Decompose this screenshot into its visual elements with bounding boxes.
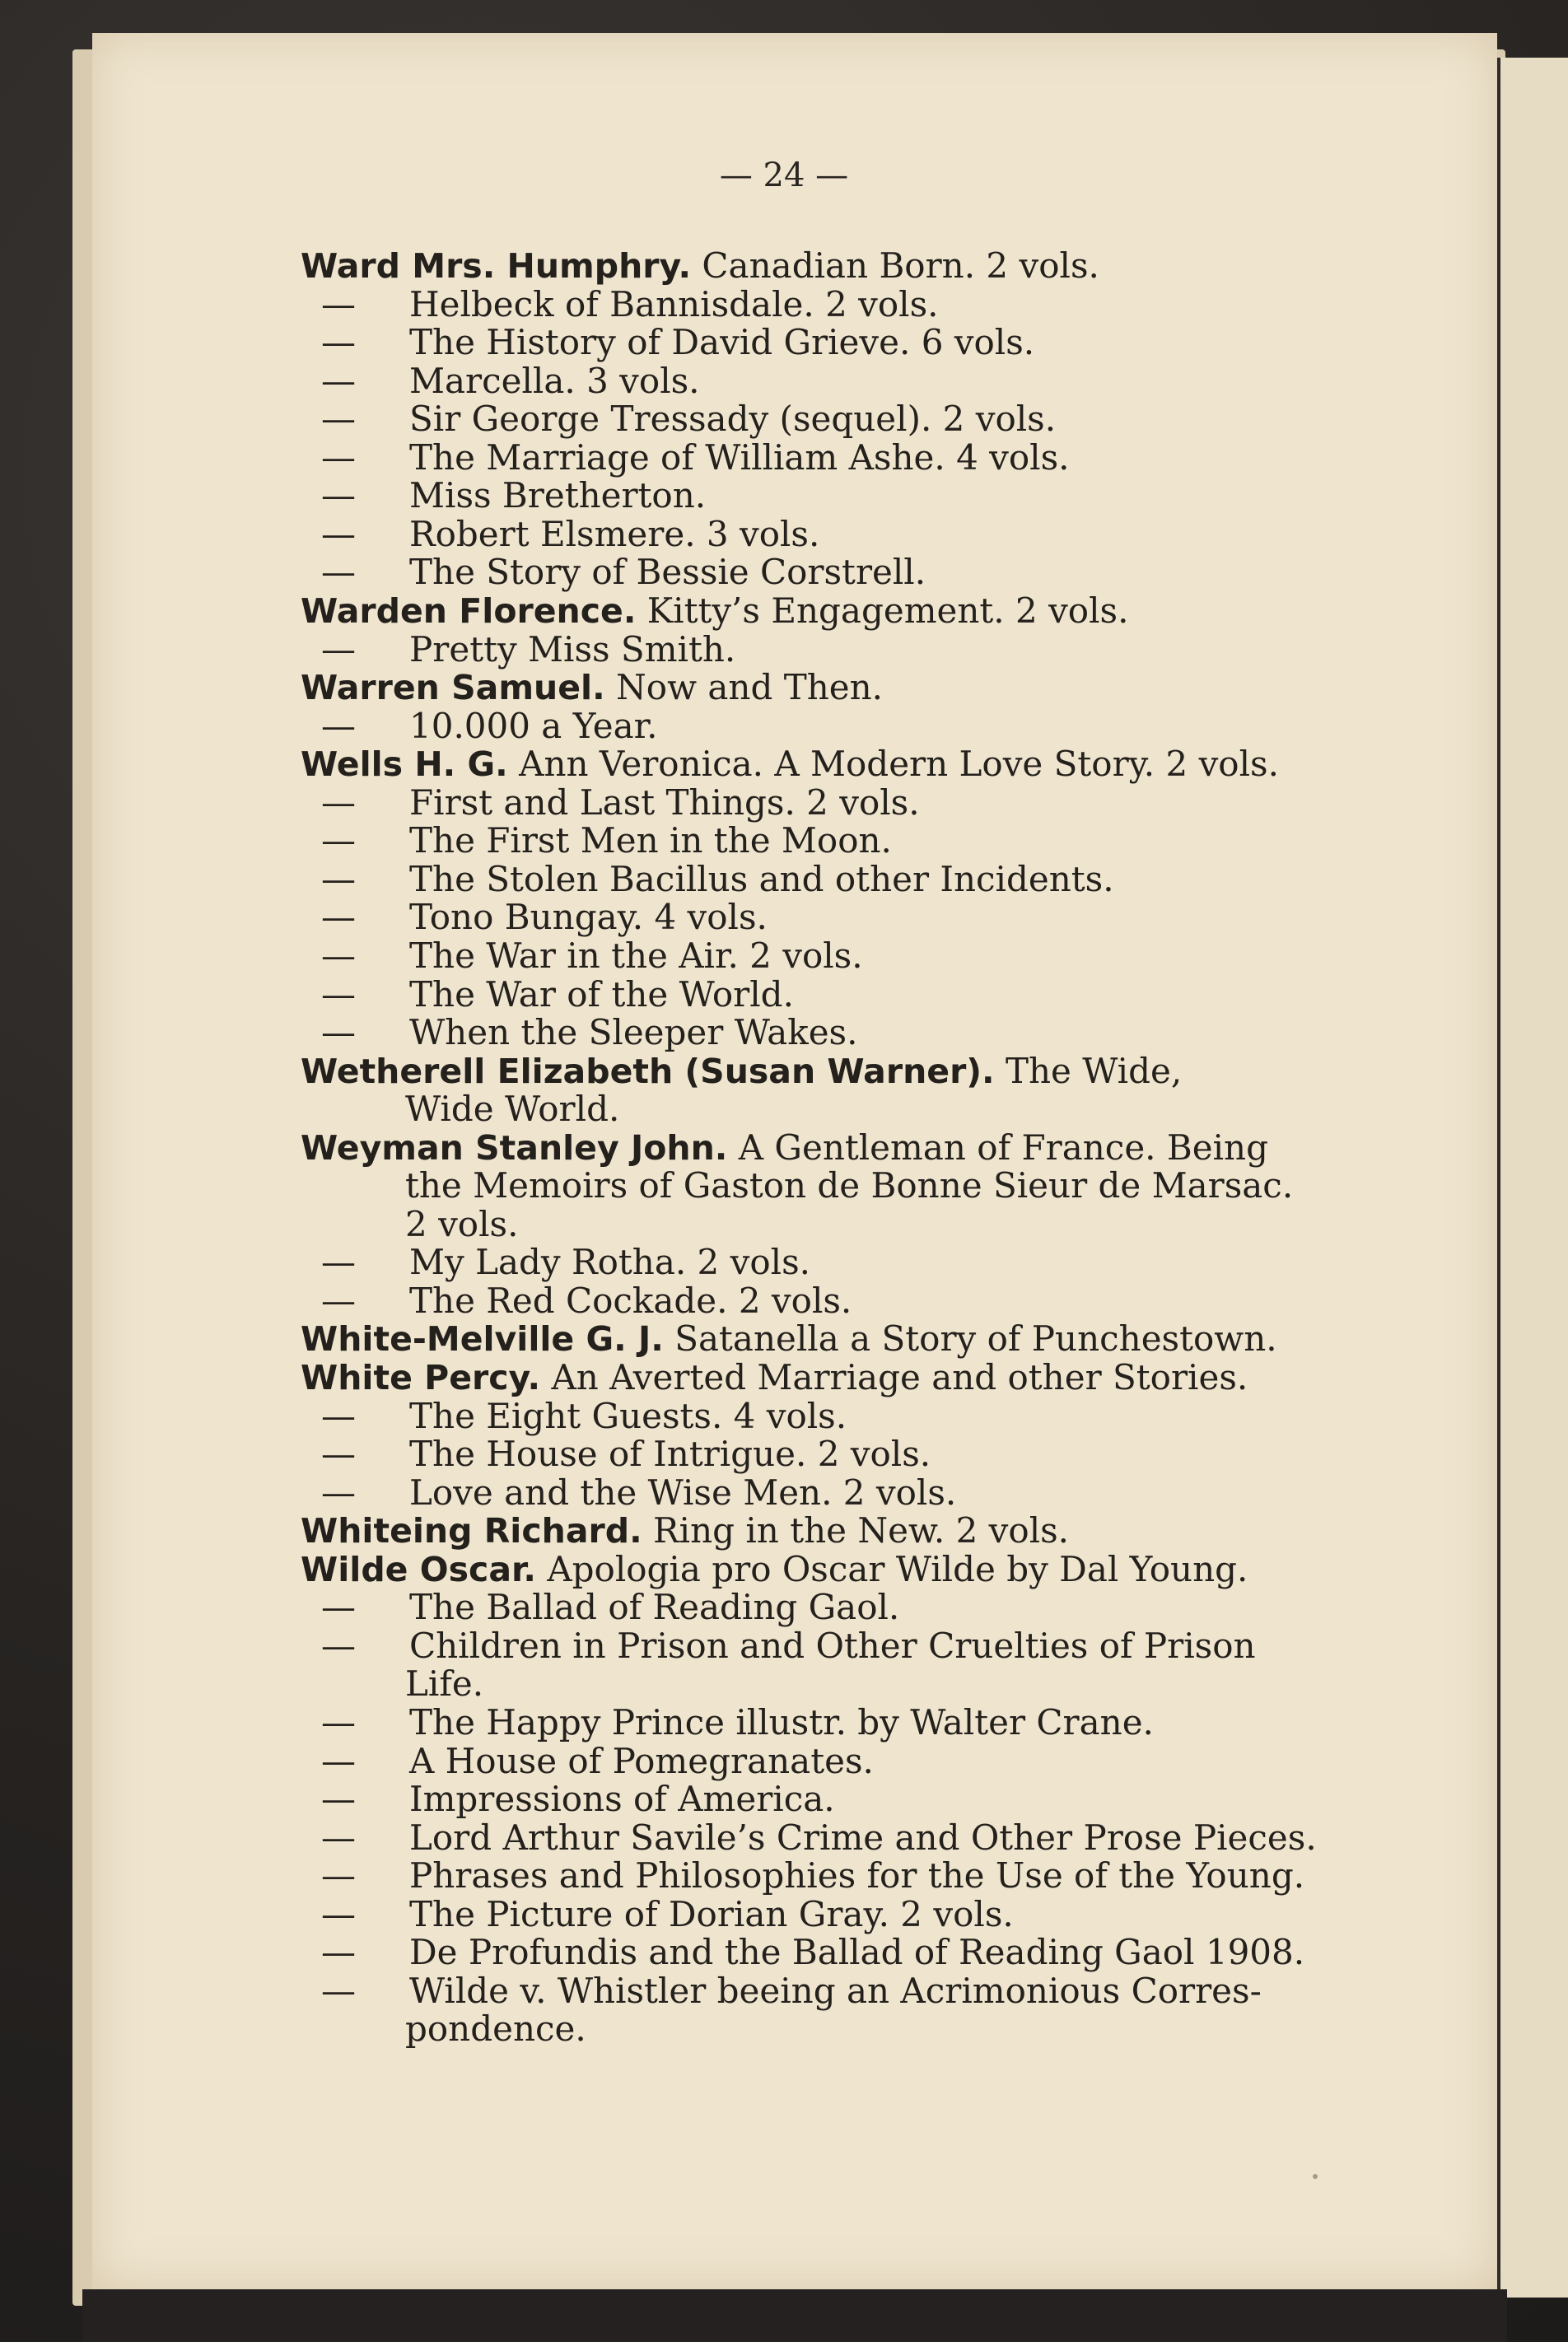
ditto-dash: — [321, 628, 356, 669]
book-title: Satanella a Story of Punchestown. [674, 1318, 1277, 1360]
ditto-dash: — [321, 1932, 356, 1973]
entry-sub-line [321, 513, 820, 554]
book-title: Sir George Tressady (sequel). 2 vols. [409, 399, 1057, 440]
ditto-dash: — [321, 1242, 356, 1283]
entry-sub-line [321, 781, 920, 823]
book-title: Love and the Wise Men. 2 vols. [409, 1472, 957, 1513]
entry-sub-line [321, 1819, 1317, 1857]
paper-speck [1313, 2174, 1318, 2179]
ditto-dash: — [321, 1855, 356, 1896]
author-name: Wetherell Elizabeth (Susan Warner). [301, 1051, 995, 1091]
entry-sub-line [321, 1701, 1154, 1743]
book-title: Ann Veronica. A Modern Love Story. 2 vols. [519, 744, 1279, 785]
book-title: The Picture of Dorian Gray. 2 vols. [409, 1893, 1014, 1934]
book-title: A House of Pomegranates. [409, 1740, 874, 1781]
book-title: The War in the Air. 2 vols. [409, 935, 863, 976]
book-title: The History of David Grieve. 6 vols. [409, 322, 1035, 363]
author-name: Wilde Oscar. [301, 1549, 536, 1589]
entry-sub-line [321, 1740, 874, 1781]
book-title: Robert Elsmere. 3 vols. [409, 513, 820, 554]
entry-sub-line [321, 707, 658, 745]
book-title: The War of the World. [409, 973, 794, 1015]
book-title: The House of Intrigue. 2 vols. [409, 1434, 931, 1474]
entry-sub-line [321, 1243, 810, 1281]
entry-author-line [301, 1512, 1069, 1550]
ditto-dash: — [321, 513, 356, 554]
book-title: De Profundis and the Ballad of Reading Gaol 1908. [409, 1932, 1305, 1973]
author-name: White-Melville G. J. [301, 1319, 664, 1360]
ditto-dash: — [321, 973, 356, 1015]
entry-author-line [301, 745, 1279, 783]
author-name: Whiteing Richard. [301, 1511, 642, 1551]
entry-sub-line [321, 1397, 847, 1435]
page-number: — 24 — [719, 156, 849, 194]
author-name: Weyman Stanley John. [301, 1127, 728, 1168]
book-title: The Story of Bessie Corstrell. [409, 552, 926, 593]
author-name: Wells H. G. [301, 744, 508, 785]
entry-author-line [301, 1052, 1182, 1090]
book-title: Children in Prison and Other Cruelties of Prison [409, 1625, 1256, 1666]
book-title-continued: Life. [405, 1663, 484, 1705]
ditto-dash: — [321, 1587, 356, 1628]
ditto-dash: — [321, 1893, 356, 1934]
entry-sub-line [321, 628, 736, 669]
entry-sub-line [321, 1972, 1262, 2010]
entry-sub-line [321, 1435, 931, 1473]
ditto-dash: — [321, 1434, 356, 1474]
book-title: The Wide, [1005, 1050, 1183, 1091]
book-title: 10.000 a Year. [409, 705, 658, 746]
entry-sub-line [321, 1014, 857, 1052]
book-title: Canadian Born. 2 vols. [702, 245, 1099, 286]
entry-sub-line [321, 822, 892, 860]
author-name: Ward Mrs. Humphry. [301, 246, 692, 286]
entry-sub-line [321, 477, 706, 515]
book-title: The Marriage of William Ashe. 4 vols. [409, 436, 1070, 478]
book-title-continued: the Memoirs of Gaston de Bonne Sieur de Marsac. [405, 1165, 1294, 1206]
book-title: The Stolen Bacillus and other Incidents. [409, 858, 1114, 899]
ditto-dash: — [321, 1779, 356, 1819]
entry-sub-line [321, 973, 794, 1015]
entry-continuation-line [405, 1167, 1293, 1205]
book-title: Apologia pro Oscar Wilde by Dal Young. [547, 1548, 1248, 1589]
ditto-dash: — [321, 552, 356, 593]
entry-sub-line [321, 553, 926, 591]
ditto-dash: — [321, 1395, 356, 1436]
entry-author-line [301, 669, 883, 707]
book-title: Now and Then. [616, 667, 884, 708]
book-title: First and Last Things. 2 vols. [409, 781, 920, 823]
entry-author-line [301, 1129, 1268, 1167]
entry-continuation-line [405, 1203, 519, 1244]
ditto-dash: — [321, 322, 356, 363]
ditto-dash: — [321, 781, 356, 823]
entry-continuation-line [405, 1090, 619, 1128]
book-title: Helbeck of Bannisdale. 2 vols. [409, 283, 939, 324]
entry-sub-line [321, 1780, 835, 1818]
ditto-dash: — [321, 897, 356, 938]
entry-sub-line [321, 324, 1034, 362]
entry-sub-line [321, 858, 1114, 899]
ditto-dash: — [321, 935, 356, 976]
entry-sub-line [321, 1474, 956, 1512]
book-title-continued: 2 vols. [405, 1203, 519, 1244]
author-name: Warren Samuel. [301, 668, 605, 708]
book-title: Tono Bungay. 4 vols. [409, 897, 768, 938]
entry-sub-line [321, 1893, 1014, 1934]
author-name: Warden Florence. [301, 590, 637, 631]
ditto-dash: — [321, 1817, 356, 1858]
book-title: The Ballad of Reading Gaol. [409, 1587, 900, 1628]
book-title: The First Men in the Moon. [409, 820, 892, 861]
entry-author-line [301, 1320, 1277, 1358]
ditto-dash: — [321, 1701, 356, 1743]
entry-author-line [301, 1548, 1248, 1589]
author-name: White Percy. [301, 1358, 541, 1397]
entry-author-line [301, 247, 1099, 285]
entry-continuation-line [405, 1665, 483, 1703]
entry-sub-line [321, 283, 939, 324]
book-title: A Gentleman of France. Being [738, 1127, 1268, 1168]
book-title: Ring in the New. 2 vols. [653, 1510, 1070, 1551]
ditto-dash: — [321, 399, 356, 440]
entry-sub-line [321, 937, 863, 975]
entry-sub-line [321, 1282, 852, 1320]
ditto-dash: — [321, 705, 356, 746]
entry-sub-line [321, 1857, 1304, 1895]
entry-author-line [301, 1359, 1248, 1397]
book-title: Kitty’s Engagement. 2 vols. [646, 590, 1129, 631]
entry-continuation-line [405, 2010, 586, 2048]
ditto-dash: — [321, 283, 356, 324]
ditto-dash: — [321, 1472, 356, 1513]
ditto-dash: — [321, 1970, 356, 2011]
entry-sub-line [321, 1934, 1304, 1971]
book-title: Phrases and Philosophies for the Use of the Young. [409, 1855, 1305, 1896]
book-title: Pretty Miss Smith. [409, 628, 736, 669]
book-title: My Lady Rotha. 2 vols. [409, 1242, 810, 1283]
ditto-dash: — [321, 1740, 356, 1781]
entry-sub-line [321, 436, 1070, 478]
entry-author-line [301, 592, 1128, 630]
book-title: An Averted Marriage and other Stories. [551, 1357, 1248, 1397]
book-title: Lord Arthur Savile’s Crime and Other Prose Pieces. [409, 1817, 1317, 1858]
ditto-dash: — [321, 360, 356, 401]
book-title: Impressions of America. [409, 1779, 835, 1819]
book-title: Miss Bretherton. [409, 475, 707, 516]
entry-sub-line [321, 400, 1056, 438]
entry-sub-line [321, 1627, 1256, 1665]
book-title: The Happy Prince illustr. by Walter Crane. [409, 1701, 1154, 1743]
ditto-dash: — [321, 1280, 356, 1321]
entry-sub-line [321, 1589, 899, 1626]
entry-sub-line [321, 898, 768, 936]
ditto-dash: — [321, 858, 356, 899]
ditto-dash: — [321, 475, 356, 516]
book-title-continued: pondence. [405, 2008, 586, 2050]
ditto-dash: — [321, 436, 356, 478]
book-title: The Red Cockade. 2 vols. [409, 1280, 852, 1321]
book-title: When the Sleeper Wakes. [409, 1012, 858, 1052]
ditto-dash: — [321, 1012, 356, 1052]
ditto-dash: — [321, 1625, 356, 1666]
book-title: Marcella. 3 vols. [409, 360, 700, 401]
book-title: The Eight Guests. 4 vols. [409, 1395, 847, 1436]
book-title: Wilde v. Whistler beeing an Acrimonious Corres- [409, 1970, 1262, 2011]
book-title-continued: Wide World. [405, 1089, 620, 1130]
ditto-dash: — [321, 820, 356, 861]
entry-sub-line [321, 362, 700, 400]
